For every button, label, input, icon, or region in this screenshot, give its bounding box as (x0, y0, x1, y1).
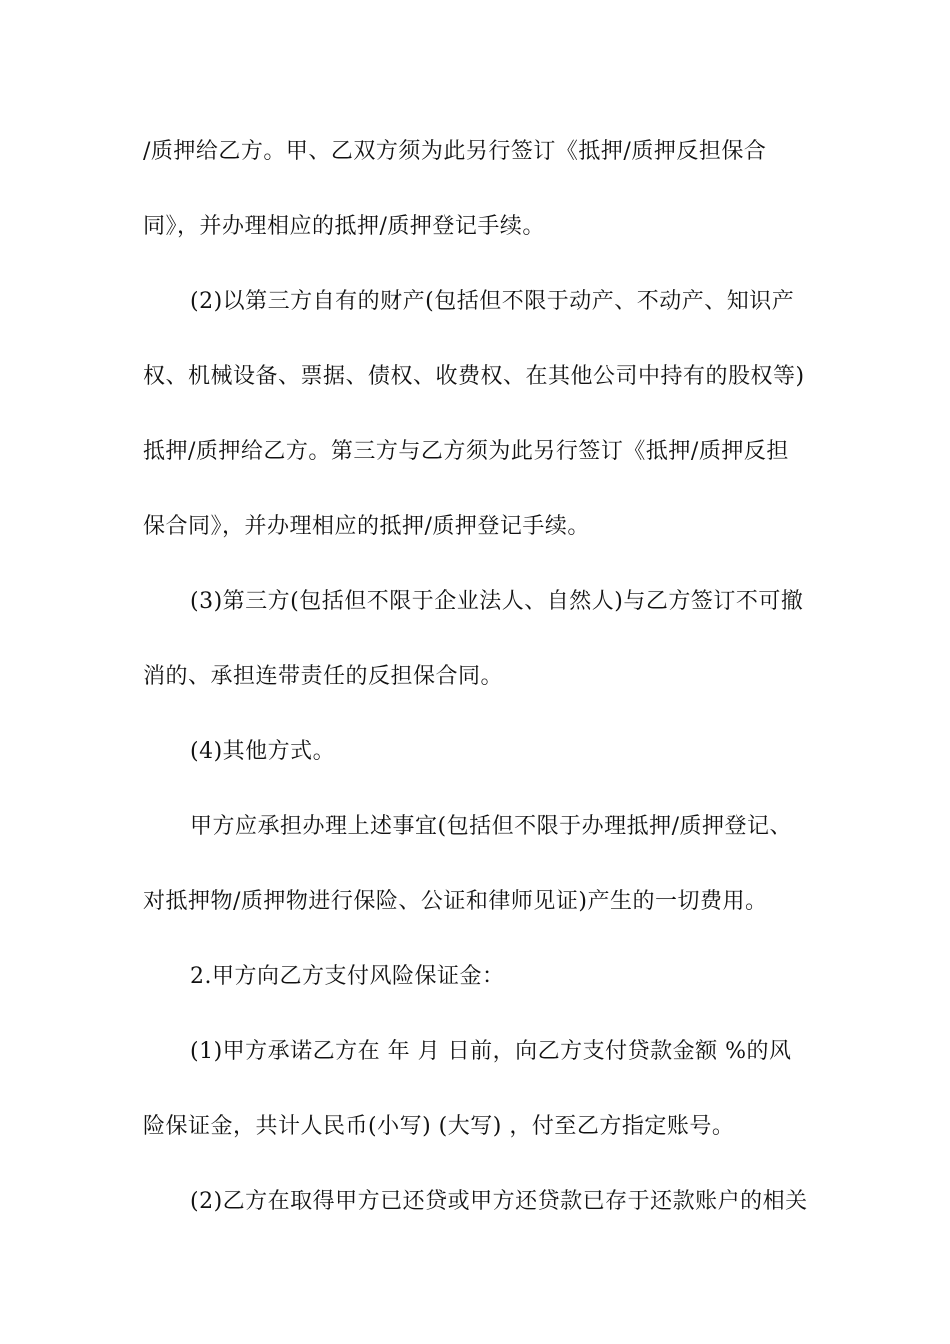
paragraph-line: (3)第三方(包括但不限于企业法人、自然人)与乙方签订不可撤 (190, 589, 804, 614)
text-line: 消的、承担连带责任的反担保合同。 (143, 664, 504, 689)
text-line: 权、机械设备、票据、债权、收费权、在其他公司中持有的股权等) (143, 364, 805, 389)
paragraph-line: (2)以第三方自有的财产(包括但不限于动产、不动产、知识产 (190, 289, 795, 314)
text-line: /质押给乙方。甲、乙双方须为此另行签订《抵押/质押反担保合 (143, 139, 767, 164)
text-line: 保合同》，并办理相应的抵押/质押登记手续。 (143, 514, 590, 539)
text-line: 对抵押物/质押物进行保险、公证和律师见证)产生的一切费用。 (143, 889, 768, 914)
text-line: 同》，并办理相应的抵押/质押登记手续。 (143, 214, 545, 239)
section-heading: 2.甲方向乙方支付风险保证金： (190, 964, 505, 989)
paragraph-line: (2)乙方在取得甲方已还贷或甲方还贷款已存于还款账户的相关 (190, 1189, 808, 1214)
paragraph-line: (4)其他方式。 (190, 739, 336, 764)
paragraph-line: (1)甲方承诺乙方在 年 月 日前，向乙方支付贷款金额 %的风 (190, 1039, 792, 1064)
text-line: 抵押/质押给乙方。第三方与乙方须为此另行签订《抵押/质押反担 (143, 439, 789, 464)
text-line: 险保证金，共计人民币(小写) (大写) ，付至乙方指定账号。 (143, 1114, 735, 1139)
paragraph-line: 甲方应承担办理上述事宜(包括但不限于办理抵押/质押登记、 (190, 814, 792, 839)
